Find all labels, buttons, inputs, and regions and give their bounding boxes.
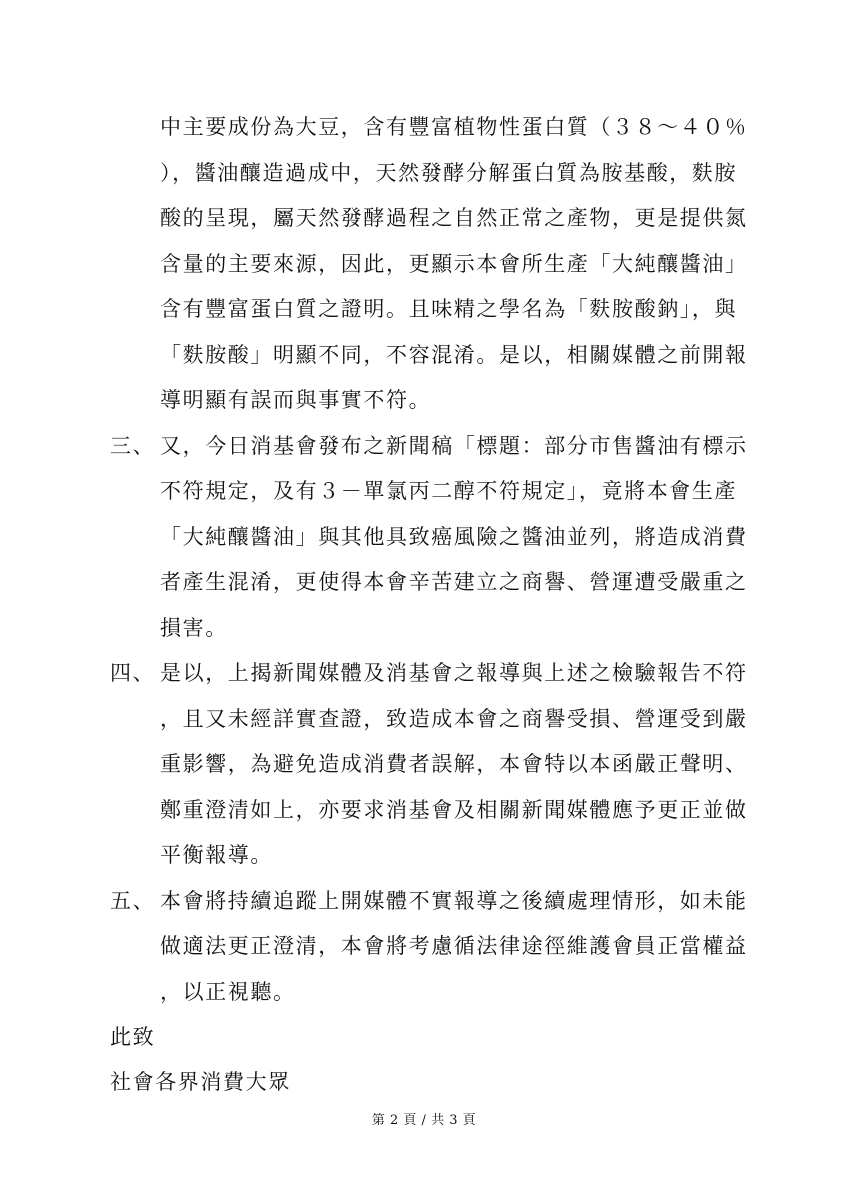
body-line: ），醬油釀造過成中，天然發酵分解蛋白質為胺基酸，麩胺 bbox=[160, 161, 738, 185]
item-5-line: 做適法更正澄清，本會將考慮循法律途徑維護會員正當權益 bbox=[160, 934, 748, 958]
page-number: 第 2 頁 / 共 3 頁 bbox=[371, 1113, 477, 1128]
item-4-line: 重影響，為避免造成消費者誤解，本會特以本函嚴正聲明、 bbox=[160, 752, 748, 776]
body-line: 「麩胺酸」明顯不同，不容混淆。是以，相關媒體之前開報 bbox=[160, 343, 748, 367]
body-line: 含量的主要來源，因此，更顯示本會所生產「大純釀醬油」 bbox=[160, 252, 748, 276]
recipient-text: 社會各界消費大眾 bbox=[110, 1070, 291, 1094]
body-line: 中主要成份為大豆，含有豐富植物性蛋白質（３８～４０％ bbox=[160, 115, 748, 139]
item-4-line: 是以，上揭新聞媒體及消基會之報導與上述之檢驗報告不符 bbox=[160, 661, 748, 685]
item-3-line: 「大純釀醬油」與其他具致癌風險之醬油並列，將造成消費 bbox=[160, 525, 748, 549]
item-marker-5: 五、 bbox=[110, 889, 156, 913]
item-marker-4: 四、 bbox=[110, 661, 156, 685]
body-line: 導明顯有誤而與事實不符。 bbox=[160, 388, 432, 412]
item-4-line: 平衡報導。 bbox=[160, 843, 273, 867]
item-3-line: 者產生混淆，更使得本會辛苦建立之商譽、營運遭受嚴重之 bbox=[160, 570, 748, 594]
body-line: 酸的呈現，屬天然發酵過程之自然正常之產物，更是提供氮 bbox=[160, 206, 748, 230]
item-3-line: 不符規定，及有３－單氯丙二醇不符規定」，竟將本會生產 bbox=[160, 479, 738, 503]
item-5-line: 本會將持續追蹤上開媒體不實報導之後續處理情形，如未能 bbox=[160, 889, 748, 913]
item-marker-3: 三、 bbox=[110, 434, 156, 458]
item-4-line: 鄭重澄清如上，亦要求消基會及相關新聞媒體應予更正並做 bbox=[160, 798, 748, 822]
closing-text: 此致 bbox=[110, 1025, 156, 1049]
item-3-line: 又，今日消基會發布之新聞稿「標題：部分市售醬油有標示 bbox=[160, 434, 748, 458]
item-4-line: ，且又未經詳實查證，致造成本會之商譽受損、營運受到嚴 bbox=[160, 707, 748, 731]
item-5-line: ，以正視聽。 bbox=[160, 980, 296, 1004]
item-3-line: 損害。 bbox=[160, 616, 228, 640]
body-line: 含有豐富蛋白質之證明。且味精之學名為「麩胺酸鈉」，與 bbox=[160, 297, 738, 321]
